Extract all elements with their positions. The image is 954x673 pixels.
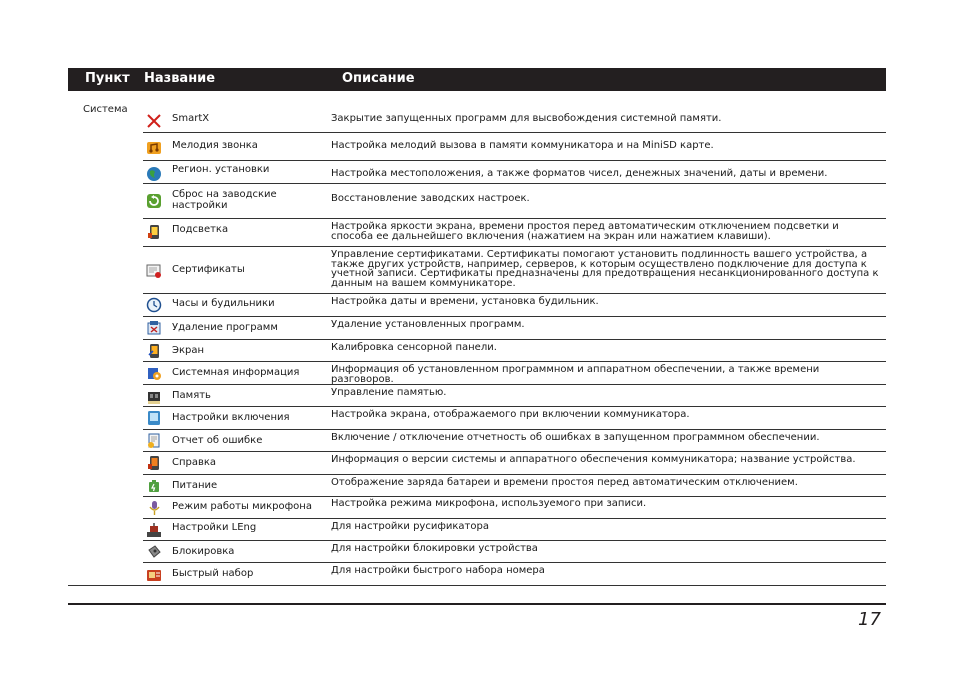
row-description: Настройка даты и времени, установка будильник. [331,296,599,307]
table-row [143,475,886,497]
section-label: Система [83,104,128,115]
row-description: Закрытие запущенных программ для высвобождения системной памяти. [331,113,722,124]
certificate-icon [146,263,162,279]
row-name: Питание [172,480,218,491]
row-description: Настройка яркости экрана, времени простоя перед автоматическим отключением подсветки и способа ее дальнейшего включения (нажатием на экран или нажатием клавиши). [331,221,839,242]
row-description: Для настройки быстрого набора номера [331,565,545,576]
table-row [143,340,886,362]
table-row [143,430,886,452]
speed-dial-icon [146,567,162,583]
row-name: Сброс на заводские настройки [172,189,277,211]
row-description: Отображение заряда батареи и времени простоя перед автоматическим отключением. [331,477,798,488]
row-description: Настройка режима микрофона, используемого при записи. [331,498,647,509]
row-name: Удаление программ [172,322,278,333]
row-description: Настройка местоположения, а также форматов чисел, денежных значений, даты и времени. [331,168,828,179]
row-name: Настройки LEng [172,522,257,533]
row-name: Настройки включения [172,412,290,423]
row-name: SmartX [172,113,210,124]
memory-icon [146,389,162,405]
page-bottom-rule [68,603,886,605]
row-description: Восстановление заводских настроек. [331,193,530,204]
power-icon [146,478,162,494]
row-description: Для настройки блокировки устройства [331,543,538,554]
table-row [68,563,886,586]
header-name: Название [144,71,216,86]
about-icon [146,455,162,471]
row-description: Управление сертификатами. Сертификаты помогают установить подлинность вашего устройства, а также других устройств, например, серверов, к которым осуществлено подключение для доступа к учетной записи. Сертификаты предназначены для предотвращения несанкционированного доступа к данным на вашем коммуникаторе. [331,249,879,289]
header-description: Описание [342,71,415,86]
header-punkt: Пункт [85,71,130,86]
table-row [143,407,886,430]
row-name: Быстрый набор [172,568,254,579]
remove-programs-icon [146,320,162,336]
lock-icon [146,544,162,560]
row-name: Отчет об ошибке [172,435,263,446]
microphone-icon [146,500,162,516]
system-info-icon [146,365,162,381]
ringtone-icon [146,140,162,156]
row-description: Настройка экрана, отображаемого при включении коммуникатора. [331,409,690,420]
row-name: Системная информация [172,367,300,378]
table-row [143,317,886,340]
clock-icon [146,297,162,313]
globe-icon [146,166,162,182]
table-row [143,247,886,294]
table-row [143,362,886,385]
row-description: Калибровка сенсорной панели. [331,342,497,353]
table-row [143,497,886,519]
table-row [143,452,886,475]
row-name: Часы и будильники [172,298,275,309]
backlight-icon [146,224,162,240]
row-name: Блокировка [172,546,235,557]
row-name: Справка [172,457,217,468]
table-row [143,541,886,563]
table-row [143,133,886,161]
table-row [143,385,886,407]
row-description: Удаление установленных программ. [331,319,525,330]
close-x-icon [146,113,162,129]
table-row [143,294,886,317]
row-description: Для настройки русификатора [331,521,489,532]
row-description: Настройка мелодий вызова в памяти коммуникатора и на MiniSD карте. [331,140,714,151]
row-name: Подсветка [172,224,229,235]
table-row [143,219,886,247]
table-row [143,161,886,184]
row-name: Экран [172,345,205,356]
page-number: 17 [858,609,881,630]
screen-icon [146,343,162,359]
factory-reset-icon [146,193,162,209]
row-description: Управление памятью. [331,387,447,398]
row-name: Мелодия звонка [172,140,258,151]
row-name: Память [172,390,211,401]
row-name: Сертификаты [172,264,245,275]
error-report-icon [146,433,162,449]
row-name: Режим работы микрофона [172,501,312,512]
row-description: Информация о версии системы и аппаратного обеспечения коммуникатора; название устройства. [331,454,856,465]
table-row [143,519,886,541]
table-row [143,104,886,133]
table-row [143,184,886,219]
row-description: Информация об установленном программном и аппаратном обеспечении, а также времени разговоров. [331,364,820,385]
language-settings-icon [146,522,162,538]
startup-settings-icon [146,410,162,426]
row-name: Регион. установки [172,164,270,175]
row-description: Включение / отключение отчетность об ошибках в запущенном программном обеспечении. [331,432,820,443]
